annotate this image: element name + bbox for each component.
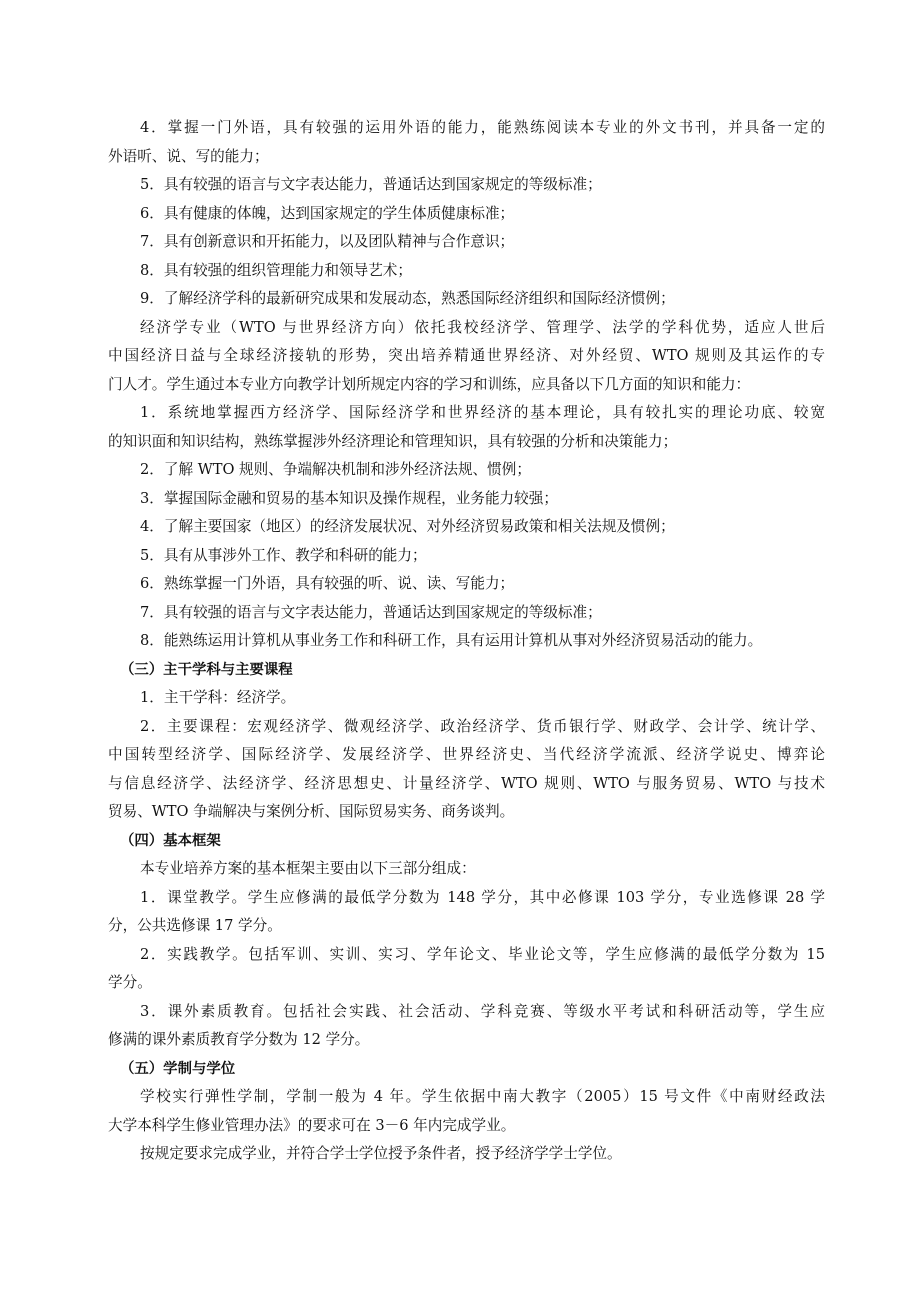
- text-line: 经济学专业（WTO 与世界经济方向）依托我校经济学、管理学、法学的学科优势，适应人世后: [140, 318, 825, 336]
- paragraph: [108, 228, 825, 257]
- section-heading: [108, 827, 825, 856]
- paragraph: [108, 884, 825, 941]
- paragraph: [108, 570, 825, 599]
- paragraph: [108, 257, 825, 286]
- text-line: 贸易、WTO 争端解决与案例分析、国际贸易实务、商务谈判。: [108, 803, 515, 820]
- text-line: （三）主干学科与主要课程: [120, 661, 293, 678]
- paragraph: [108, 485, 825, 514]
- text-line: （五）学制与学位: [120, 1060, 236, 1077]
- document-body: [108, 114, 825, 1169]
- section-heading: [108, 1055, 825, 1084]
- paragraph: [108, 171, 825, 200]
- paragraph: [108, 542, 825, 571]
- paragraph: [108, 200, 825, 229]
- paragraph: [108, 513, 825, 542]
- text-line: 4．掌握一门外语，具有较强的运用外语的能力，能熟练阅读本专业的外文书刊，并具备一定的: [140, 119, 825, 136]
- paragraph: [108, 285, 825, 314]
- text-line: 3．课外素质教育。包括社会实践、社会活动、学科竞赛、等级水平考试和科研活动等，学生应: [140, 1002, 825, 1020]
- text-line: 学分。: [108, 974, 152, 991]
- paragraph: [108, 713, 825, 827]
- text-line: （四）基本框架: [120, 832, 221, 849]
- text-line: 9．了解经济学科的最新研究成果和发展动态，熟悉国际经济组织和国际经济惯例；: [140, 290, 675, 307]
- paragraph: [108, 456, 825, 485]
- text-line: 1．系统地掌握西方经济学、国际经济学和世界经济的基本理论，具有较扎实的理论功底、较宽: [140, 404, 825, 421]
- paragraph: [108, 855, 825, 884]
- text-line: 的知识面和知识结构，熟练掌握涉外经济理论和管理知识，具有较强的分析和决策能力；: [108, 432, 678, 450]
- text-line: 8．能熟练运用计算机从事业务工作和科研工作，具有运用计算机从事对外经济贸易活动的能力。: [140, 632, 763, 649]
- text-line: 2．实践教学。包括军训、实训、实习、学年论文、毕业论文等，学生应修满的最低学分数为 15: [140, 945, 825, 963]
- text-line: 中国经济日益与全球经济接轨的形势，突出培养精通世界经济、对外经贸、WTO 规则及其运作的专: [108, 347, 825, 364]
- paragraph: [108, 627, 825, 656]
- text-line: 外语听、说、写的能力；: [108, 147, 269, 165]
- section-heading: [108, 656, 825, 685]
- text-line: 门人才。学生通过本专业方向教学计划所规定内容的学习和训练，应具备以下几方面的知识和能力：: [108, 375, 751, 393]
- text-line: 2．主要课程：宏观经济学、微观经济学、政治经济学、货币银行学、财政学、会计学、统计学、: [140, 717, 825, 735]
- text-line: 7．具有较强的语言与文字表达能力，普通话达到国家规定的等级标准；: [140, 603, 602, 621]
- text-line: 按规定要求完成学业，并符合学士学位授予条件者，授予经济学学士学位。: [140, 1145, 622, 1162]
- paragraph: [108, 1083, 825, 1140]
- text-line: 1．课堂教学。学生应修满的最低学分数为 148 学分，其中必修课 103 学分，专业选修课 28 学: [140, 888, 825, 906]
- text-line: 大学本科学生修业管理办法》的要求可在 3－6 年内完成学业。: [108, 1116, 516, 1134]
- text-line: 8．具有较强的组织管理能力和领导艺术；: [140, 261, 412, 279]
- text-line: 2．了解 WTO 规则、争端解决机制和涉外经济法规、惯例；: [140, 461, 531, 478]
- text-line: 学校实行弹性学制，学制一般为 4 年。学生依据中南大教字（2005）15 号文件《中南财经政法: [140, 1088, 825, 1105]
- paragraph: [108, 314, 825, 400]
- paragraph: [108, 599, 825, 628]
- text-line: 1．主干学科：经济学。: [140, 689, 296, 706]
- text-line: 5．具有较强的语言与文字表达能力，普通话达到国家规定的等级标准；: [140, 176, 602, 193]
- text-line: 7．具有创新意识和开拓能力，以及团队精神与合作意识；: [140, 233, 515, 250]
- paragraph: [108, 684, 825, 713]
- text-line: 与信息经济学、法经济学、经济思想史、计量经济学、WTO 规则、WTO 与服务贸易、WTO 与技术: [108, 774, 825, 792]
- text-line: 本专业培养方案的基本框架主要由以下三部分组成：: [140, 860, 476, 877]
- text-line: 6．熟练掌握一门外语，具有较强的听、说、读、写能力；: [140, 575, 515, 592]
- paragraph: [108, 1140, 825, 1169]
- paragraph: [108, 399, 825, 456]
- text-line: 6．具有健康的体魄，达到国家规定的学生体质健康标准；: [140, 204, 515, 222]
- text-line: 修满的课外素质教育学分数为 12 学分。: [108, 1031, 370, 1048]
- paragraph: [108, 114, 825, 171]
- text-line: 4．了解主要国家（地区）的经济发展状况、对外经济贸易政策和相关法规及惯例；: [140, 518, 675, 535]
- paragraph: [108, 941, 825, 998]
- text-line: 中国转型经济学、国际经济学、发展经济学、世界经济史、当代经济学流派、经济学说史、博弈论: [108, 746, 825, 763]
- text-line: 3．掌握国际金融和贸易的基本知识及操作规程，业务能力较强；: [140, 489, 558, 507]
- paragraph: [108, 998, 825, 1055]
- text-line: 分，公共选修课 17 学分。: [108, 917, 282, 934]
- text-line: 5．具有从事涉外工作、教学和科研的能力；: [140, 546, 427, 564]
